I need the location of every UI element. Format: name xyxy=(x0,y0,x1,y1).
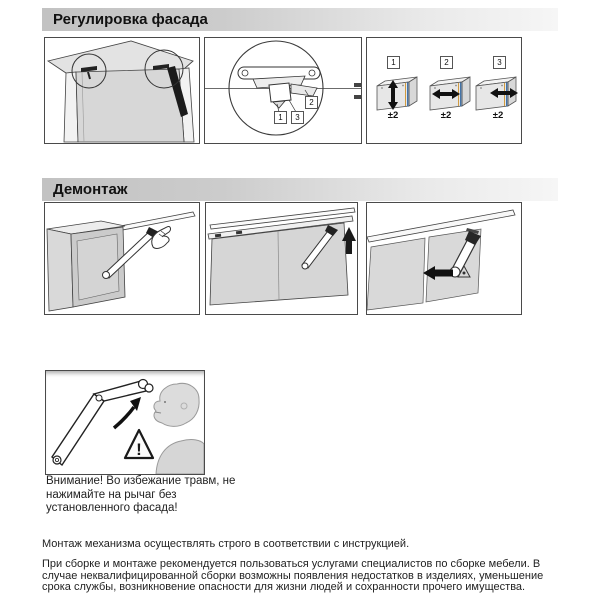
adjustment-boxes-illustration xyxy=(367,38,521,143)
warning-caption: Внимание! Во избежание травм, не нажимайте на рычаг без установленного фасада! xyxy=(46,475,236,514)
slide-off-illustration xyxy=(367,203,521,314)
person-head xyxy=(154,383,199,426)
warning-illustration xyxy=(46,371,204,474)
tolerance-label-3: ±2 xyxy=(492,110,504,121)
panel-removal-step-3 xyxy=(366,202,522,315)
adjust-box-1 xyxy=(377,77,417,110)
part-label-2: 2 xyxy=(305,96,318,109)
assembly-disclaimer: При сборке и монтаже рекомендуется пользоваться услугами специалистов по сборке мебели. В случае неквалифицированной сборки возможны появления недостатков в изделиях, уменьшение срока службы, возникновение опасности для жизни людей и сохранности прочего имущества. xyxy=(42,558,544,593)
panel-removal-step-1 xyxy=(44,202,200,315)
panel-adjustment-directions xyxy=(366,37,522,144)
box-label-1: 1 xyxy=(387,56,400,69)
part-label-1: 1 xyxy=(274,111,287,124)
section-title-removal: Демонтаж xyxy=(42,178,558,201)
cabinet-open-door-illustration xyxy=(45,38,199,143)
hand-press-icon xyxy=(152,226,171,248)
lift-facade-illustration xyxy=(206,203,357,314)
tolerance-label-2: ±2 xyxy=(440,110,452,121)
panel-facade-adjustment-overview xyxy=(44,37,200,144)
adjust-box-2 xyxy=(430,77,470,110)
curved-arrow-icon xyxy=(114,407,134,428)
panel-warning-illustration xyxy=(45,370,205,475)
adjust-box-3 xyxy=(476,77,518,110)
lift-arm-lower xyxy=(52,394,104,465)
tolerance-label-1: ±2 xyxy=(387,110,399,121)
part-label-3: 3 xyxy=(291,111,304,124)
mechanism-detail-illustration xyxy=(205,38,361,143)
warning-exclamation: ! xyxy=(136,440,142,459)
section-title-adjustment: Регулировка фасада xyxy=(42,8,558,31)
mounting-note: Монтаж механизма осуществлять строго в соответствии с инструкцией. xyxy=(42,538,410,550)
panel-mechanism-detail-callout xyxy=(204,37,362,144)
box-label-2: 2 xyxy=(440,56,453,69)
box-label-3: 3 xyxy=(493,56,506,69)
panel-removal-step-2 xyxy=(205,202,358,315)
person-shoulder xyxy=(156,440,204,474)
press-lever-illustration xyxy=(45,203,199,314)
